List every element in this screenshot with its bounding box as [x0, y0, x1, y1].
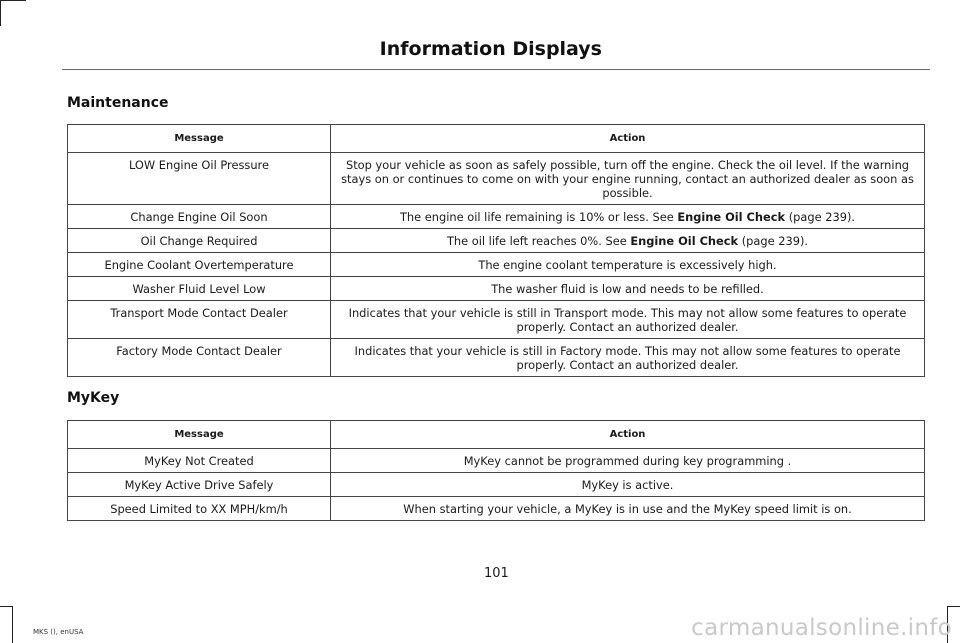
action-cell: Indicates that your vehicle is still in Transport mode. This may not allow some features to operate properly. Contact an authorized dealer.	[331, 301, 925, 339]
message-cell: Change Engine Oil Soon	[68, 205, 331, 229]
column-header-message: Message	[68, 421, 331, 449]
action-text: The engine oil life remaining is 10% or less. See	[399, 210, 678, 224]
table-row	[68, 253, 925, 277]
action-cell: The engine coolant temperature is excessively high.	[331, 253, 925, 277]
table-header-row	[68, 421, 925, 449]
crop-mark	[12, 606, 13, 643]
message-cell: Oil Change Required	[68, 229, 331, 253]
maintenance-table	[67, 124, 925, 377]
action-cell: Stop your vehicle as soon as safely possible, turn off the engine. Check the oil level. If the warning stays on or continues to come on with your engine running, contact an authorized dealer as soon as possible.	[331, 153, 925, 205]
message-cell: LOW Engine Oil Pressure	[68, 153, 331, 205]
action-text: (page 239).	[738, 234, 809, 248]
action-cell: Indicates that your vehicle is still in Factory mode. This may not allow some features to operate properly. Contact an authorized dealer.	[331, 339, 925, 377]
page-reference-link[interactable]: Engine Oil Check	[630, 234, 739, 248]
table-row	[68, 473, 925, 497]
message-cell: Transport Mode Contact Dealer	[68, 301, 331, 339]
table-header-row	[68, 125, 925, 153]
message-cell: MyKey Active Drive Safely	[68, 473, 331, 497]
column-header-action: Action	[331, 421, 925, 449]
action-text: The oil life left reaches 0%. See	[446, 234, 631, 248]
action-cell: MyKey cannot be programmed during key programming .	[331, 449, 925, 473]
page-number: 101	[484, 566, 509, 581]
table-row	[68, 449, 925, 473]
mykey-table	[67, 420, 925, 521]
table-row	[68, 153, 925, 205]
table-row	[68, 339, 925, 377]
header-divider	[62, 69, 930, 70]
crop-mark	[0, 606, 13, 607]
column-header-message: Message	[68, 125, 331, 153]
action-cell: The washer fluid is low and needs to be refilled.	[331, 277, 925, 301]
maintenance-section-title: Maintenance	[67, 95, 169, 111]
crop-mark	[0, 0, 26, 1]
crop-mark	[947, 606, 960, 607]
action-cell	[331, 205, 925, 229]
crop-mark	[0, 0, 1, 26]
message-cell: Speed Limited to XX MPH/km/h	[68, 497, 331, 521]
message-cell: Washer Fluid Level Low	[68, 277, 331, 301]
table-row	[68, 301, 925, 339]
message-cell: Engine Coolant Overtemperature	[68, 253, 331, 277]
action-cell: MyKey is active.	[331, 473, 925, 497]
table-row	[68, 497, 925, 521]
message-cell: MyKey Not Created	[68, 449, 331, 473]
page-reference-link[interactable]: Engine Oil Check	[677, 210, 786, 224]
page-header-title: Information Displays	[379, 38, 602, 60]
table-row	[68, 277, 925, 301]
message-cell: Factory Mode Contact Dealer	[68, 339, 331, 377]
table-row	[68, 205, 925, 229]
document-code: MKS (), enUSA	[33, 628, 84, 636]
watermark: carmanualsonline.info	[691, 615, 952, 641]
column-header-action: Action	[331, 125, 925, 153]
table-row	[68, 229, 925, 253]
action-text: (page 239).	[785, 210, 856, 224]
mykey-section-title: MyKey	[67, 390, 120, 406]
action-cell: When starting your vehicle, a MyKey is in use and the MyKey speed limit is on.	[331, 497, 925, 521]
action-cell	[331, 229, 925, 253]
